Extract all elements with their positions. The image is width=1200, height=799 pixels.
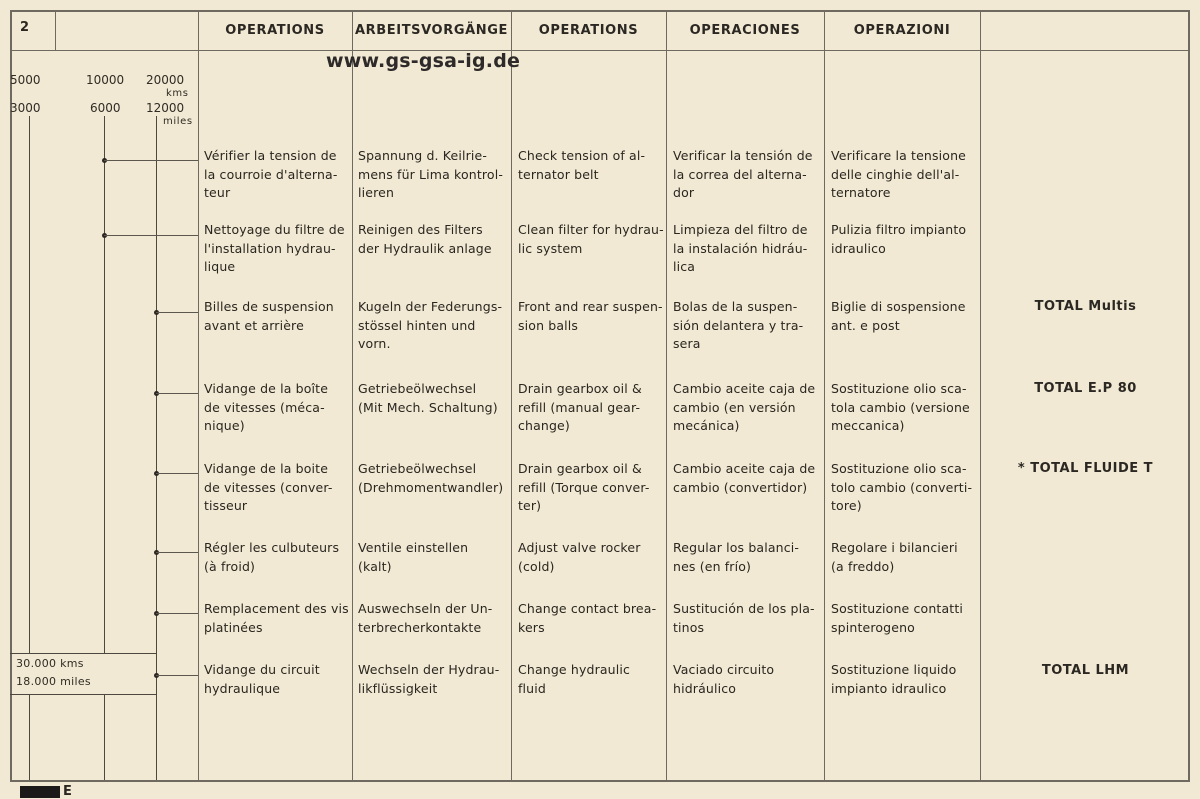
interval-line-10000-lower	[104, 694, 105, 780]
row6-es: Regular los balanci- nes (en frío)	[673, 540, 800, 574]
header-de: ARBEITSVORGÄNGE	[355, 22, 508, 38]
scale-miles-3: 12000	[146, 101, 185, 115]
row7-fr: Remplacement des vis platinées	[204, 601, 349, 635]
header-en: OPERATIONS	[538, 22, 639, 38]
row6-it: Regolare i bilancieri (a freddo)	[831, 540, 958, 574]
watermark-url: www.gs-gsa-ig.de	[326, 50, 521, 72]
row1-it: Verificare la tensione delle cinghie dell'al- ternatore	[831, 148, 966, 201]
scale-miles-unit: miles	[163, 116, 193, 127]
interval-line-5000-lower	[29, 694, 30, 780]
column-divider	[511, 10, 512, 780]
final-interval-box-bottom	[10, 694, 156, 695]
row6-fr: Régler les culbuteurs (à froid)	[204, 540, 340, 574]
row4-en: Drain gearbox oil & refill (manual gear- change)	[518, 381, 642, 434]
row5-es: Cambio aceite caja de cambio (convertidor)	[673, 461, 816, 495]
row1-en: Check tension of al- ternator belt	[518, 148, 646, 182]
scale-miles-2: 6000	[90, 101, 121, 115]
row5-fr: Vidange de la boite de vitesses (conver- tisseur	[204, 461, 333, 514]
column-divider	[198, 10, 199, 780]
scale-kms-unit: kms	[166, 88, 189, 99]
final-interval-miles: 18.000 miles	[16, 675, 91, 688]
row8-es: Vaciado circuito hidráulico	[673, 662, 775, 696]
frame-bottom	[10, 780, 1189, 782]
row6-en: Adjust valve rocker (cold)	[518, 540, 641, 574]
scale-kms-1: 5000	[10, 73, 41, 87]
row7-es: Sustitución de los pla- tinos	[673, 601, 815, 635]
interval-line-20000	[156, 116, 157, 780]
interval-line-10000	[104, 116, 105, 653]
row-connector	[156, 552, 198, 553]
row8-fr: Vidange du circuit hydraulique	[204, 662, 320, 696]
row-connector	[156, 393, 198, 394]
row-connector	[156, 675, 198, 676]
scale-kms-3: 20000	[146, 73, 185, 87]
row8-it: Sostituzione liquido impianto idraulico	[831, 662, 957, 696]
row-connector	[156, 473, 198, 474]
column-divider	[824, 10, 825, 780]
frame-right	[1188, 10, 1190, 782]
row3-es: Bolas de la suspen- sión delantera y tra- sera	[673, 299, 804, 352]
header-es: OPERACIONES	[689, 22, 801, 38]
row5-it: Sostituzione olio sca- tolo cambio (converti- tore)	[831, 461, 973, 514]
footer-letter: E	[63, 784, 72, 799]
row2-it: Pulizia filtro impianto idraulico	[831, 222, 967, 256]
row2-en: Clean filter for hydrau- lic system	[518, 222, 664, 256]
header-it: OPERAZIONI	[853, 22, 951, 38]
footer-black-tab	[20, 786, 60, 798]
page-number-divider	[55, 10, 56, 50]
row4-es: Cambio aceite caja de cambio (en versión mecánica)	[673, 381, 816, 434]
frame-left	[10, 10, 12, 782]
row5-de: Getriebeölwechsel (Drehmomentwandler)	[358, 461, 504, 495]
row7-de: Auswechseln der Un- terbrecherkontakte	[358, 601, 493, 635]
row7-en: Change contact brea- kers	[518, 601, 657, 635]
row3-de: Kugeln der Federungs- stössel hinten und vorn.	[358, 299, 503, 352]
row8-de: Wechseln der Hydrau- likflüssigkeit	[358, 662, 500, 696]
row3-en: Front and rear suspen- sion balls	[518, 299, 663, 333]
row4-lubricant: TOTAL E.P 80	[1034, 381, 1137, 396]
row4-it: Sostituzione olio sca- tola cambio (versione meccanica)	[831, 381, 970, 434]
row1-de: Spannung d. Keilrie- mens für Lima kontrol- lieren	[358, 148, 504, 201]
row5-lubricant: * TOTAL FLUIDE T	[1017, 461, 1154, 476]
row-connector	[156, 613, 198, 614]
header-fr: OPERATIONS	[225, 22, 325, 38]
row-connector	[104, 235, 198, 236]
row-connector	[156, 312, 198, 313]
header-divider	[10, 50, 1189, 51]
row2-fr: Nettoyage du filtre de l'installation hydrau- lique	[204, 222, 345, 275]
row3-fr: Billes de suspension avant et arrière	[204, 299, 334, 333]
page-number: 2	[20, 20, 30, 35]
scale-kms-2: 10000	[86, 73, 125, 87]
final-interval-box-top	[10, 653, 156, 654]
row8-en: Change hydraulic fluid	[518, 662, 631, 696]
final-interval-kms: 30.000 kms	[16, 657, 84, 670]
row4-de: Getriebeölwechsel (Mit Mech. Schaltung)	[358, 381, 498, 415]
row5-en: Drain gearbox oil & refill (Torque conver- ter)	[518, 461, 650, 514]
row7-it: Sostituzione contatti spinterogeno	[831, 601, 963, 635]
row8-lubricant: TOTAL LHM	[1041, 663, 1130, 678]
interval-line-5000	[29, 116, 30, 653]
row1-es: Verificar la tensión de la correa del alterna- dor	[673, 148, 813, 201]
row-connector	[104, 160, 198, 161]
row2-es: Limpieza del filtro de la instalación hidráu- lica	[673, 222, 808, 275]
row3-it: Biglie di sospensione ant. e post	[831, 299, 966, 333]
row3-lubricant: TOTAL Multis	[1034, 299, 1137, 314]
scale-miles-1: 3000	[10, 101, 41, 115]
row2-de: Reinigen des Filters der Hydraulik anlage	[358, 222, 492, 256]
row1-fr: Vérifier la tension de la courroie d'alterna- teur	[204, 148, 338, 201]
row4-fr: Vidange de la boîte de vitesses (méca- nique)	[204, 381, 329, 434]
row6-de: Ventile einstellen (kalt)	[358, 540, 469, 574]
